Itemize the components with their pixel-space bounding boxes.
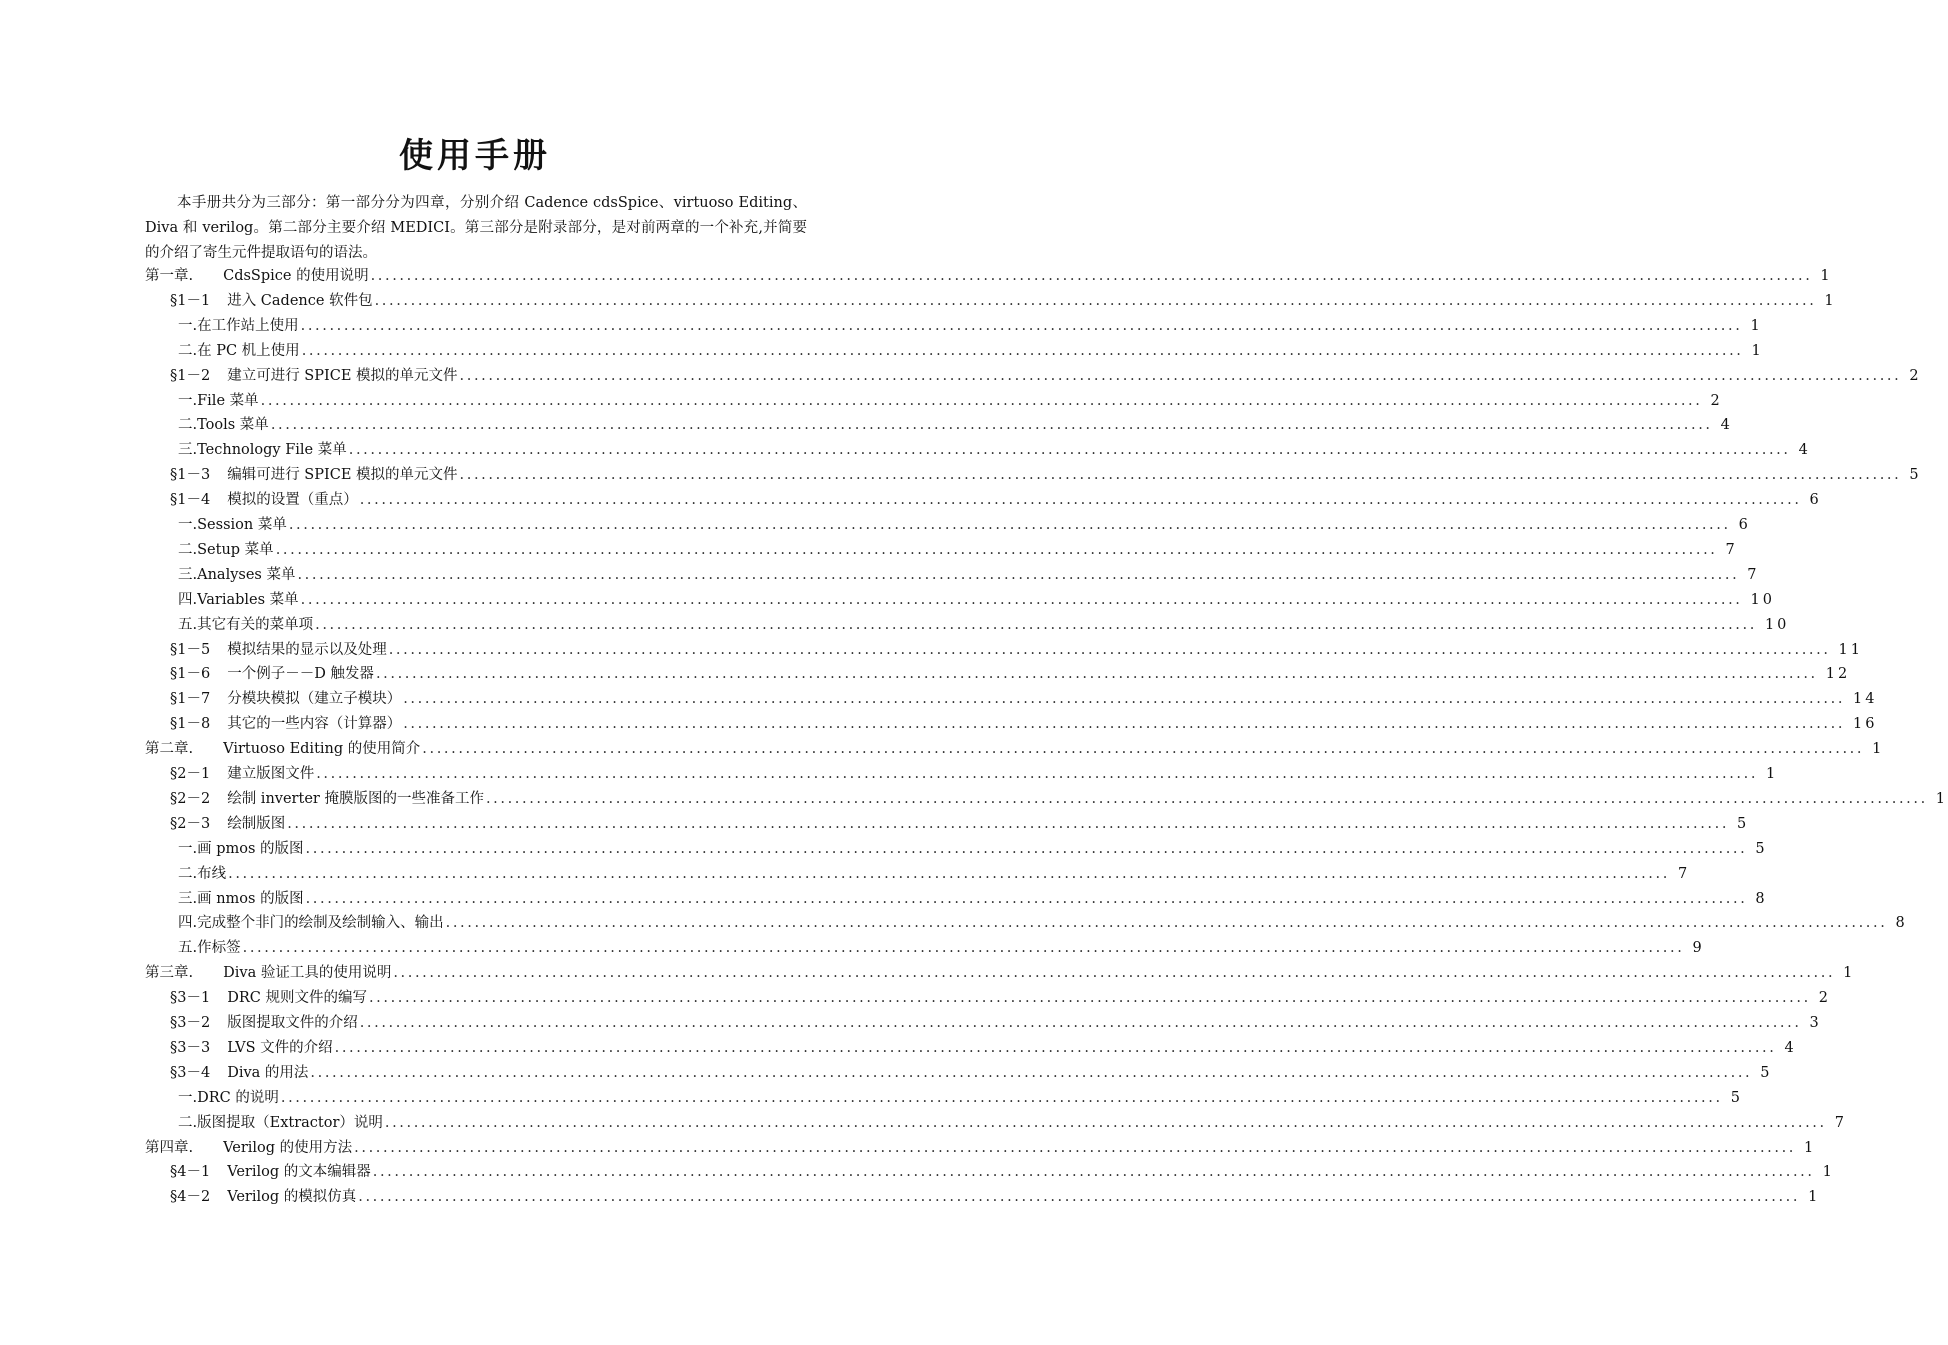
toc-page-number: 7 xyxy=(1747,566,1760,583)
toc-page-number: 2 xyxy=(1909,367,1922,384)
toc-section xyxy=(170,463,1922,488)
toc-page-number: 5 xyxy=(1760,1064,1773,1081)
toc-entry-text: Technology File 菜单 xyxy=(197,442,347,459)
toc-leader-dots: ........................................................................................................................................................................................................ xyxy=(358,1189,1801,1206)
toc-leader-dots: ........................................................................................................................................................................................................ xyxy=(445,915,1888,932)
toc-entry-text: 绘制 inverter 掩膜版图的一些准备工作 xyxy=(227,790,484,807)
toc-number: §1－6 xyxy=(170,666,211,683)
toc-entry-text: File 菜单 xyxy=(197,392,259,409)
toc-page-number: 8 xyxy=(1895,915,1908,932)
toc-leader-dots: ........................................................................................................................................................................................................ xyxy=(374,292,1817,309)
toc-entry-text: 建立版图文件 xyxy=(227,766,315,782)
toc-page-number: 14 xyxy=(1853,691,1878,708)
toc-entry-text: 其它有关的菜单项 xyxy=(197,616,314,633)
toc-entry-text: 完成整个非门的绘制及绘制输入、输出 xyxy=(197,915,444,932)
toc-leader-dots: ........................................................................................................................................................................................................ xyxy=(275,541,1718,558)
toc-subsection xyxy=(178,1086,1743,1111)
toc-entry-text: LVS 文件的介绍 xyxy=(227,1039,333,1056)
toc-section xyxy=(170,712,1878,737)
toc-leader-dots: ........................................................................................................................................................................................................ xyxy=(316,766,1759,782)
toc-chapter xyxy=(145,737,1885,762)
toc-page-number: 5 xyxy=(1755,840,1768,857)
toc-leader-dots: ........................................................................................................................................................................................................ xyxy=(310,1064,1753,1081)
toc-entry-text: CdsSpice 的使用说明 xyxy=(223,268,369,284)
toc-page-number: 1 xyxy=(1822,1164,1835,1181)
toc-section xyxy=(170,1011,1822,1036)
toc-entry-text: 绘制版图 xyxy=(227,815,286,832)
toc-page-number: 9 xyxy=(1692,940,1705,957)
toc-number: §4－2 xyxy=(170,1189,211,1206)
toc-page-number: 1 xyxy=(1824,292,1837,309)
toc-page-number: 4 xyxy=(1720,417,1733,434)
toc-leader-dots: ........................................................................................................................................................................................................ xyxy=(459,367,1902,384)
toc-entry-text: Setup 菜单 xyxy=(197,541,274,558)
toc-entry-text: Diva 验证工具的使用说明 xyxy=(223,965,392,982)
toc-entry-text: 进入 Cadence 软件包 xyxy=(227,292,373,309)
toc-page-number: 1 xyxy=(1820,268,1833,284)
toc-page-number: 4 xyxy=(1784,1039,1797,1056)
toc-leader-dots: ........................................................................................................................................................................................................ xyxy=(228,865,1670,882)
toc-section xyxy=(170,662,1851,687)
toc-page-number: 7 xyxy=(1834,1114,1847,1131)
toc-section xyxy=(170,787,1948,812)
toc-leader-dots: ........................................................................................................................................................................................................ xyxy=(384,1114,1827,1131)
toc-subsection xyxy=(178,438,1811,463)
toc-number: 三. xyxy=(178,566,198,583)
toc-section xyxy=(170,488,1822,513)
toc-page-number: 5 xyxy=(1909,467,1922,484)
toc-number: §3－4 xyxy=(170,1064,211,1081)
toc-entry-text: Virtuoso Editing 的使用简介 xyxy=(223,741,421,758)
toc-subsection xyxy=(178,862,1691,887)
toc-entry-text: Diva 的用法 xyxy=(227,1064,309,1081)
toc-page-number: 5 xyxy=(1730,1089,1743,1106)
toc-subsection xyxy=(178,314,1763,339)
toc-section xyxy=(170,638,1863,663)
toc-number: 第一章. xyxy=(145,268,194,284)
toc-entry-text: 版图提取（Extractor）说明 xyxy=(197,1114,383,1131)
toc-subsection xyxy=(178,887,1768,912)
toc-number: 一. xyxy=(178,517,198,533)
toc-number: 一. xyxy=(178,1089,198,1106)
toc-section xyxy=(170,1061,1773,1086)
toc-entry-text: 版图提取文件的介绍 xyxy=(227,1015,358,1031)
toc-leader-dots: ........................................................................................................................................................................................................ xyxy=(288,517,1731,533)
toc-entry-text: 作标签 xyxy=(197,940,241,957)
toc-entry-text: 一个例子－－D 触发器 xyxy=(227,666,374,683)
toc-number: §4－1 xyxy=(170,1164,211,1181)
toc-leader-dots: ........................................................................................................................................................................................................ xyxy=(305,890,1748,907)
toc-subsection xyxy=(178,588,1775,613)
toc-entry-text: Variables 菜单 xyxy=(197,591,299,608)
toc-number: §1－7 xyxy=(170,691,211,708)
toc-entry-text: 布线 xyxy=(197,865,227,882)
toc-number: §2－2 xyxy=(170,790,211,807)
toc-number: §2－1 xyxy=(170,766,211,782)
toc-entry-text: 模拟的设置（重点） xyxy=(227,492,358,509)
toc-page-number: 1 xyxy=(1804,1139,1817,1156)
toc-subsection xyxy=(178,1111,1847,1136)
toc-leader-dots: ........................................................................................................................................................................................................ xyxy=(403,691,1846,708)
toc-entry-text: Verilog 的模拟仿真 xyxy=(227,1189,357,1206)
toc-section xyxy=(170,687,1878,712)
toc-page-number: 2 xyxy=(1818,990,1832,1007)
toc-number: §1－8 xyxy=(170,716,211,733)
toc-leader-dots: ........................................................................................................................................................................................................ xyxy=(368,990,1811,1007)
toc-section xyxy=(170,364,1922,389)
toc-leader-dots: ........................................................................................................................................................................................................ xyxy=(297,566,1740,583)
toc-section xyxy=(170,289,1837,314)
toc-leader-dots: ........................................................................................................................................................................................................ xyxy=(422,741,1865,758)
toc-leader-dots: ........................................................................................................................................................................................................ xyxy=(403,716,1846,733)
toc-leader-dots: ........................................................................................................................................................................................................ xyxy=(359,1015,1802,1031)
toc-number: 二. xyxy=(178,417,198,434)
toc-page-number: 1 xyxy=(1808,1189,1821,1206)
intro-paragraph: 本手册共分为三部分：第一部分分为四章，分别介绍 Cadence cdsSpice、virtuoso Editing、Diva 和 verilog。第二部分主要介绍 MEDICI。第三部分是附录部分，是对前两章的一个补充,并简要的介绍了寄生元件提取语句的语法。 xyxy=(145,195,807,261)
toc-page-number: 6 xyxy=(1738,517,1751,533)
toc-leader-dots: ........................................................................................................................................................................................................ xyxy=(372,1164,1815,1181)
toc-entry-text: 画 nmos 的版图 xyxy=(197,890,304,907)
toc-subsection xyxy=(178,563,1760,588)
toc-chapter xyxy=(145,264,1833,289)
toc-page-number: 1 xyxy=(1843,965,1856,982)
toc-subsection xyxy=(178,837,1768,862)
toc-number: 一. xyxy=(178,317,198,334)
toc-entry-text: Verilog 的使用方法 xyxy=(223,1139,353,1156)
toc-number: 三. xyxy=(178,442,198,459)
toc-leader-dots: ........................................................................................................................................................................................................ xyxy=(348,442,1791,459)
toc-number: §3－2 xyxy=(170,1015,211,1031)
toc-subsection xyxy=(178,613,1790,638)
toc-number: §1－3 xyxy=(170,467,211,484)
toc-subsection xyxy=(178,513,1751,538)
toc-leader-dots: ........................................................................................................................................................................................................ xyxy=(354,1139,1796,1156)
toc-leader-dots: ........................................................................................................................................................................................................ xyxy=(270,417,1713,434)
toc-number: 四. xyxy=(178,591,198,608)
toc-number: 一. xyxy=(178,840,198,857)
toc-leader-dots: ........................................................................................................................................................................................................ xyxy=(315,616,1757,633)
page-title: 使用手册 xyxy=(399,136,551,176)
toc-subsection xyxy=(178,911,1908,936)
toc-page-number: 1 xyxy=(1872,741,1885,758)
toc-section xyxy=(170,812,1750,837)
toc-entry-text: 模拟结果的显示以及处理 xyxy=(227,641,387,658)
toc-leader-dots: ........................................................................................................................................................................................................ xyxy=(485,790,1928,807)
toc-entry-text: Tools 菜单 xyxy=(197,417,269,434)
toc-page-number: 12 xyxy=(1825,666,1851,683)
toc-page-number: 11 xyxy=(1838,641,1863,658)
toc-leader-dots: ........................................................................................................................................................................................................ xyxy=(305,840,1748,857)
toc-page-number: 3 xyxy=(1809,1015,1822,1031)
toc-leader-dots: ........................................................................................................................................................................................................ xyxy=(242,940,1685,957)
toc-number: 二. xyxy=(178,1114,198,1131)
toc-page-number: 4 xyxy=(1798,442,1811,459)
toc-number: 四. xyxy=(178,915,198,932)
toc-chapter xyxy=(145,961,1856,986)
toc-number: 第三章. xyxy=(145,965,194,982)
toc-page-number: 7 xyxy=(1677,865,1691,882)
toc-entry-text: DRC 规则文件的编写 xyxy=(227,990,367,1007)
toc-leader-dots: ........................................................................................................................................................................................................ xyxy=(370,268,1813,284)
toc-page-number: 1 xyxy=(1751,342,1764,359)
toc-subsection xyxy=(178,538,1738,563)
toc-leader-dots: ........................................................................................................................................................................................................ xyxy=(359,492,1802,509)
toc-chapter xyxy=(145,1136,1817,1161)
toc-page-number: 1 xyxy=(1935,790,1948,807)
toc-page-number: 6 xyxy=(1809,492,1822,509)
toc-number: 二. xyxy=(178,541,198,558)
toc-leader-dots: ........................................................................................................................................................................................................ xyxy=(393,965,1836,982)
toc-leader-dots: ........................................................................................................................................................................................................ xyxy=(300,317,1743,334)
toc-leader-dots: ........................................................................................................................................................................................................ xyxy=(301,342,1744,359)
toc-leader-dots: ........................................................................................................................................................................................................ xyxy=(375,666,1818,683)
toc-section xyxy=(170,1185,1821,1210)
toc-entry-text: DRC 的说明 xyxy=(197,1089,279,1106)
toc-number: 五. xyxy=(178,616,198,633)
toc-number: §3－1 xyxy=(170,990,211,1007)
toc-number: 二. xyxy=(178,865,198,882)
toc-entry-text: 分模块模拟（建立子模块） xyxy=(227,691,402,708)
toc-number: §2－3 xyxy=(170,815,211,832)
toc-number: 一. xyxy=(178,392,198,409)
toc-number: §1－1 xyxy=(170,292,211,309)
toc-number: 二. xyxy=(178,342,198,359)
toc-entry-text: 编辑可进行 SPICE 模拟的单元文件 xyxy=(227,467,458,484)
toc-number: 五. xyxy=(178,940,198,957)
toc-page-number: 5 xyxy=(1737,815,1750,832)
toc-leader-dots: ........................................................................................................................................................................................................ xyxy=(260,392,1703,409)
toc-section xyxy=(170,1036,1797,1061)
toc-page-number: 1 xyxy=(1766,766,1779,782)
toc-number: 第二章. xyxy=(145,741,194,758)
toc-page-number: 1 xyxy=(1750,317,1763,334)
toc-number: §1－4 xyxy=(170,492,211,509)
toc-leader-dots: ........................................................................................................................................................................................................ xyxy=(280,1089,1723,1106)
toc-entry-text: Verilog 的文本编辑器 xyxy=(227,1164,371,1181)
toc-leader-dots: ........................................................................................................................................................................................................ xyxy=(287,815,1730,832)
toc-entry-text: 画 pmos 的版图 xyxy=(197,840,304,857)
toc-entry-text: Session 菜单 xyxy=(197,517,287,533)
toc-section xyxy=(170,1160,1835,1185)
toc-subsection xyxy=(178,389,1723,414)
toc-number: §1－5 xyxy=(170,641,211,658)
toc-number: 第四章. xyxy=(145,1139,194,1156)
toc-page-number: 16 xyxy=(1853,716,1878,733)
toc-entry-text: 其它的一些内容（计算器） xyxy=(227,716,402,733)
toc-number: §1－2 xyxy=(170,367,211,384)
toc-section xyxy=(170,762,1779,787)
toc-number: 三. xyxy=(178,890,198,907)
toc-page-number: 7 xyxy=(1725,541,1738,558)
toc-leader-dots: ........................................................................................................................................................................................................ xyxy=(300,591,1743,608)
toc-page-number: 8 xyxy=(1755,890,1768,907)
toc-subsection xyxy=(178,413,1733,438)
toc-entry-text: Analyses 菜单 xyxy=(197,566,296,583)
toc-page-number: 2 xyxy=(1710,392,1723,409)
toc-leader-dots: ........................................................................................................................................................................................................ xyxy=(459,467,1902,484)
toc-page-number: 10 xyxy=(1764,616,1790,633)
toc-number: §3－3 xyxy=(170,1039,211,1056)
toc-page-number: 10 xyxy=(1750,591,1775,608)
toc-section xyxy=(170,986,1832,1011)
toc-entry-text: 在工作站上使用 xyxy=(197,317,299,334)
toc-entry-text: 建立可进行 SPICE 模拟的单元文件 xyxy=(227,367,458,384)
toc-leader-dots: ........................................................................................................................................................................................................ xyxy=(334,1039,1777,1056)
toc-subsection xyxy=(178,339,1764,364)
toc-entry-text: 在 PC 机上使用 xyxy=(197,342,300,359)
toc-leader-dots: ........................................................................................................................................................................................................ xyxy=(388,641,1831,658)
toc-subsection xyxy=(178,936,1705,961)
